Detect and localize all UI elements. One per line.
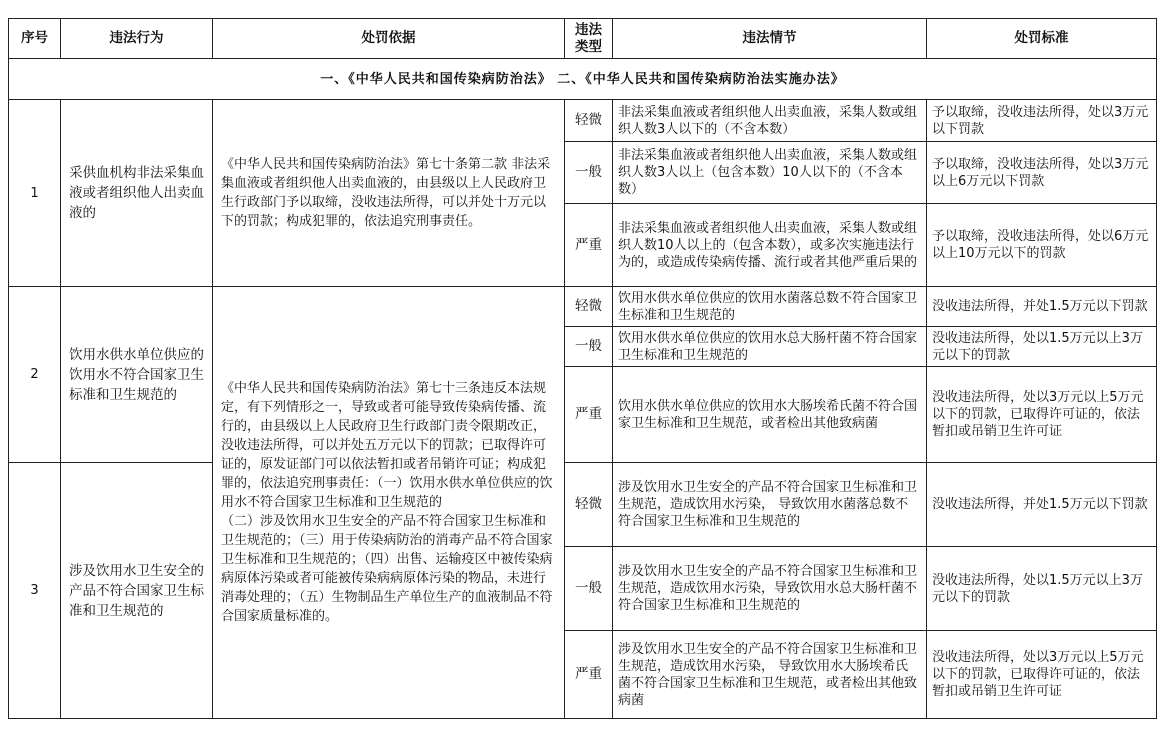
penalty-table [8,18,1157,719]
violation-type: 严重 [565,367,613,463]
violation-type: 轻微 [565,463,613,547]
penalty-standard: 没收违法所得，处以1.5万元以上3万元以下的罚款 [927,327,1157,367]
violation-act: 采供血机构非法采集血液或者组织他人出卖血液的 [61,100,213,287]
violation-type: 一般 [565,142,613,204]
violation-type: 一般 [565,327,613,367]
violation-detail: 涉及饮用水卫生安全的产品不符合国家卫生标准和卫生规范，造成饮用水污染，导致饮用水总大肠杆菌不符合国家卫生标准和卫生规范的 [613,547,927,631]
violation-detail: 饮用水供水单位供应的饮用水菌落总数不符合国家卫生标准和卫生规范的 [613,287,927,327]
row-number: 2 [9,287,61,463]
header-detail: 违法情节 [613,19,927,59]
violation-type: 一般 [565,547,613,631]
header-act: 违法行为 [61,19,213,59]
violation-detail: 涉及饮用水卫生安全的产品不符合国家卫生标准和卫生规范，造成饮用水污染， 导致饮用水大肠埃希氏菌不符合国家卫生标准和卫生规范，或者检出其他致病菌 [613,631,927,719]
violation-detail: 饮用水供水单位供应的饮用水总大肠杆菌不符合国家卫生标准和卫生规范的 [613,327,927,367]
table-row [9,287,1157,327]
section-title-row [9,59,1157,100]
table-row [9,100,1157,142]
header-type: 违法类型 [565,19,613,59]
header-row [9,19,1157,59]
penalty-standard: 没收违法所得，处以3万元以上5万元以下的罚款，已取得许可证的，依法暂扣或吊销卫生许可证 [927,631,1157,719]
penalty-standard: 予以取缔，没收违法所得，处以6万元以上10万元以下的罚款 [927,204,1157,287]
violation-act: 饮用水供水单位供应的饮用水不符合国家卫生标准和卫生规范的 [61,287,213,463]
violation-type: 轻微 [565,287,613,327]
violation-detail: 涉及饮用水卫生安全的产品不符合国家卫生标准和卫生规范，造成饮用水污染， 导致饮用水菌落总数不符合国家卫生标准和卫生规范的 [613,463,927,547]
penalty-standard: 没收违法所得，并处1.5万元以下罚款 [927,287,1157,327]
violation-act: 涉及饮用水卫生安全的产品不符合国家卫生标准和卫生规范的 [61,463,213,719]
penalty-standard-sheet [8,18,1156,719]
penalty-basis: 《中华人民共和国传染病防治法》第七十条第二款 非法采集血液或者组织他人出卖血液的，由县级以上人民政府卫生行政部门予以取缔，没收违法所得，可以并处十万元以下的罚款；构成犯罪的，依法追究刑事责任。 [213,100,565,287]
violation-detail: 非法采集血液或者组织他人出卖血液，采集人数或组织人数3人以上（包含本数）10人以下的（不含本数） [613,142,927,204]
violation-detail: 非法采集血液或者组织他人出卖血液，采集人数或组织人数3人以下的（不含本数） [613,100,927,142]
header-no: 序号 [9,19,61,59]
header-basis: 处罚依据 [213,19,565,59]
table-row [9,463,1157,547]
violation-type: 轻微 [565,100,613,142]
violation-type: 严重 [565,631,613,719]
row-number: 3 [9,463,61,719]
row-number: 1 [9,100,61,287]
violation-detail: 非法采集血液或者组织他人出卖血液，采集人数或组织人数10人以上的（包含本数），或多次实施违法行为的，或造成传染病传播、流行或者其他严重后果的 [613,204,927,287]
section-title: 一、《中华人民共和国传染病防治法》 二、《中华人民共和国传染病防治法实施办法》 [9,59,1157,100]
penalty-basis: 《中华人民共和国传染病防治法》第七十三条违反本法规定，有下列情形之一，导致或者可能导致传染病传播、流行的，由县级以上人民政府卫生行政部门责令限期改正，没收违法所得，可以并处五万元以下的罚款；已取得许可证的，原发证部门可以依法暂扣或者吊销许可证；构成犯罪的，依法追究刑事责任：（一）饮用水供水单位供应的饮用水不符合国家卫生标准和卫生规范的 （二）涉及饮用水卫生安全的产品不符合国家卫生标准和卫生规范的；（三）用于传染病防治的消毒产品不符合国家卫生标准和卫生规范的；（四）出售、运输疫区中被传染病病原体污染或者可能被传染病病原体污染的物品，未进行消毒处理的；（五）生物制品生产单位生产的血液制品不符合国家质量标准的。 [213,287,565,719]
penalty-standard: 没收违法所得，处以3万元以上5万元以下的罚款，已取得许可证的，依法暂扣或吊销卫生许可证 [927,367,1157,463]
penalty-standard: 予以取缔，没收违法所得，处以3万元以下罚款 [927,100,1157,142]
penalty-standard: 没收违法所得，处以1.5万元以上3万元以下的罚款 [927,547,1157,631]
header-standard: 处罚标准 [927,19,1157,59]
penalty-standard: 予以取缔，没收违法所得，处以3万元以上6万元以下罚款 [927,142,1157,204]
penalty-standard: 没收违法所得，并处1.5万元以下罚款 [927,463,1157,547]
violation-type: 严重 [565,204,613,287]
violation-detail: 饮用水供水单位供应的饮用水大肠埃希氏菌不符合国家卫生标准和卫生规范，或者检出其他致病菌 [613,367,927,463]
